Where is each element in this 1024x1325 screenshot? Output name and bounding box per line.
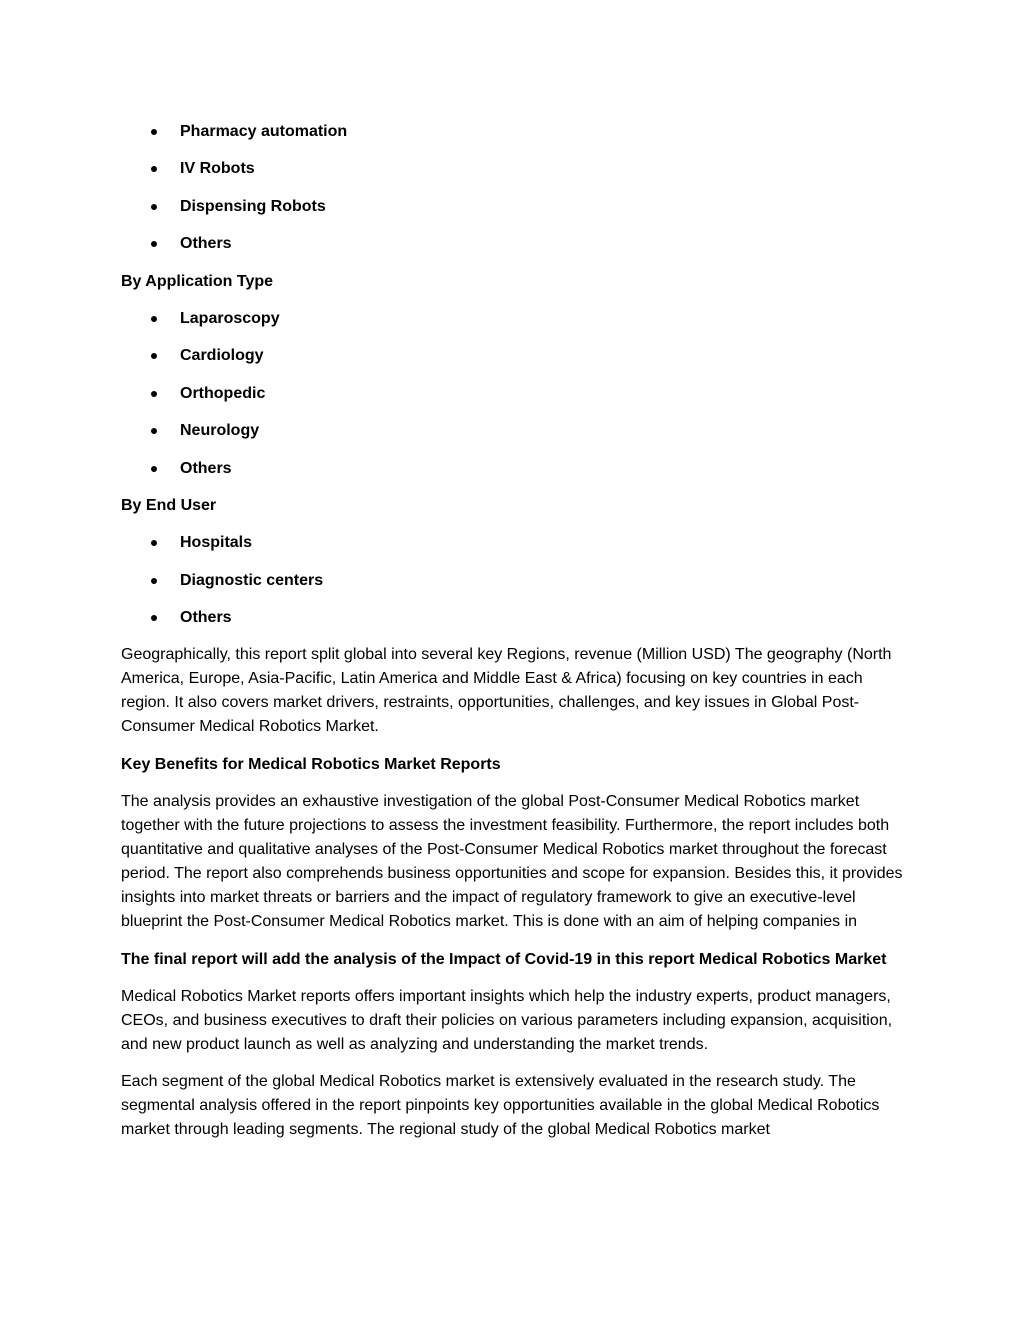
list-item [121,120,911,144]
bullet-icon [151,578,157,584]
bullet-icon [151,428,157,434]
list-item [121,606,911,630]
list-item-label: Others [180,235,232,253]
segment-paragraph: Each segment of the global Medical Robotics market is extensively evaluated in the research study. The segmental analysis offered in the report pinpoints key opportunities available in the global Medical Robotics market through leading segments. The regional study of the global Medical Robotics market [121,1073,880,1139]
bullet-icon [151,166,157,172]
list-item [121,531,911,555]
list-item [121,419,911,443]
list-item [121,457,911,481]
list-item-label: Dispensing Robots [180,197,326,215]
list-item [121,382,911,406]
bullet-icon [151,540,157,546]
geography-paragraph: Geographically, this report split global into several key Regions, revenue (Million USD) The geography (North America, Europe, Asia-Pacific, Latin America and Middle East & Africa) focusing on key countries in each region. It also covers market drivers, restraints, opportunities, challenges, and key issues in Global Post-Consumer Medical Robotics Market. [121,646,892,736]
bullet-icon [151,129,157,135]
analysis-paragraph: The analysis provides an exhaustive investigation of the global Post-Consumer Medical Robotics market together with the future projections to assess the investment feasibility. Furthermore, the report includes both quantitative and qualitative analyses of the Post-Consumer Medical Robotics market throughout the forecast period. The report also comprehends business opportunities and scope for expansion. Besides this, it provides insights into market threats or barriers and the impact of regulatory framework to give an executive-level blueprint the Post-Consumer Medical Robotics market. This is done with an aim of helping companies in [121,793,903,931]
list-item-label: Cardiology [180,347,264,365]
key-benefits-heading: Key Benefits for Medical Robotics Market Reports [121,755,501,773]
product-type-list [121,120,911,256]
end-user-list [121,531,911,630]
covid-impact-heading: The final report will add the analysis of the Impact of Covid-19 in this report Medical Robotics Market [121,950,887,968]
list-item-label: Diagnostic centers [180,571,324,589]
list-item [121,232,911,256]
bullet-icon [151,204,157,210]
list-item-label: Laparoscopy [180,309,280,327]
list-item-label: IV Robots [180,160,255,178]
list-item-label: Neurology [180,422,260,440]
bullet-icon [151,391,157,397]
list-item-label: Others [180,609,232,627]
application-type-list [121,307,911,481]
list-item-label: Hospitals [180,534,253,552]
application-type-heading: By Application Type [121,272,274,290]
list-item-label: Orthopedic [180,384,266,402]
bullet-icon [151,466,157,472]
list-item-label: Others [180,459,232,477]
bullet-icon [151,316,157,322]
list-item [121,195,911,219]
insights-paragraph: Medical Robotics Market reports offers important insights which help the industry experts, product managers, CEOs, and business executives to draft their policies on various parameters including expansion, acquisition, and new product launch as well as analyzing and understanding the market trends. [121,988,893,1054]
list-item [121,569,911,593]
list-item [121,344,911,368]
document-page [121,120,911,1156]
list-item [121,307,911,331]
bullet-icon [151,615,157,621]
list-item-label: Pharmacy automation [180,123,348,140]
bullet-icon [151,353,157,359]
bullet-icon [151,241,157,247]
end-user-heading: By End User [121,496,217,514]
list-item [121,157,911,181]
